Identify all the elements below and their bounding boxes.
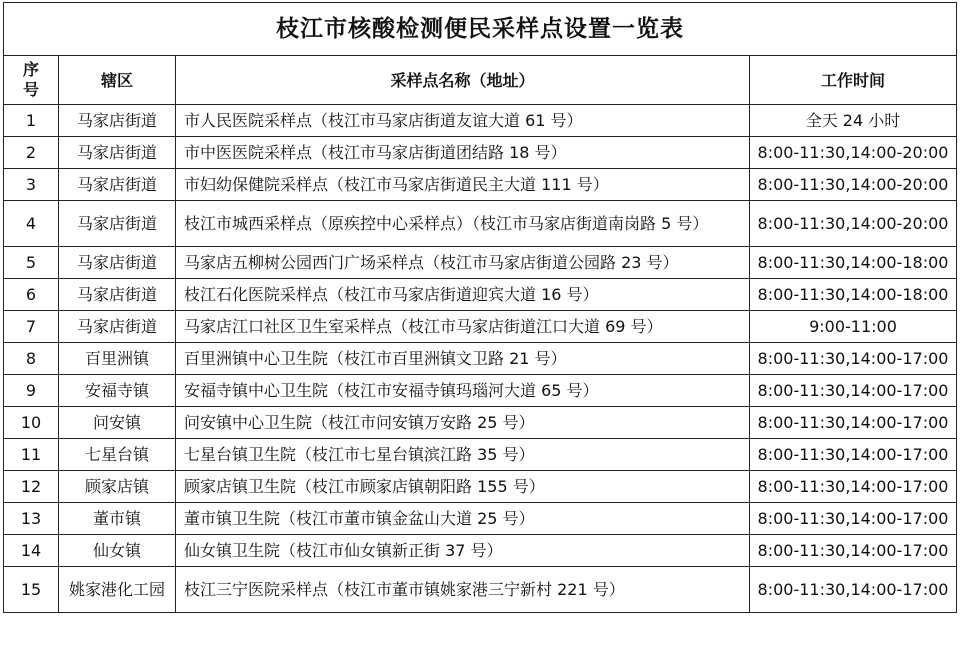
row-district: 马家店街道: [59, 105, 176, 137]
row-district: 七星台镇: [59, 439, 176, 471]
table-row: [4, 471, 957, 503]
table-row: [4, 169, 957, 201]
row-number: 7: [4, 311, 59, 343]
row-number: 15: [4, 567, 59, 613]
row-district: 马家店街道: [59, 137, 176, 169]
row-district: 马家店街道: [59, 201, 176, 247]
table-row: [4, 375, 957, 407]
table-row: [4, 439, 957, 471]
row-site-name: 马家店江口社区卫生室采样点（枝江市马家店街道江口大道 69 号）: [176, 311, 750, 343]
row-hours: 8:00-11:30,14:00-17:00: [750, 535, 957, 567]
row-hours: 8:00-11:30,14:00-17:00: [750, 503, 957, 535]
row-district: 安福寺镇: [59, 375, 176, 407]
row-site-name: 七星台镇卫生院（枝江市七星台镇滨江路 35 号）: [176, 439, 750, 471]
row-number: 14: [4, 535, 59, 567]
row-district: 百里洲镇: [59, 343, 176, 375]
header-row: [4, 56, 957, 105]
row-site-name: 百里洲镇中心卫生院（枝江市百里洲镇文卫路 21 号）: [176, 343, 750, 375]
row-hours: 8:00-11:30,14:00-20:00: [750, 137, 957, 169]
row-hours: 8:00-11:30,14:00-17:00: [750, 407, 957, 439]
row-hours: 8:00-11:30,14:00-20:00: [750, 169, 957, 201]
row-site-name: 董市镇卫生院（枝江市董市镇金盆山大道 25 号）: [176, 503, 750, 535]
row-site-name: 市妇幼保健院采样点（枝江市马家店街道民主大道 111 号）: [176, 169, 750, 201]
row-site-name: 枝江三宁医院采样点（枝江市董市镇姚家港三宁新村 221 号）: [176, 567, 750, 613]
row-number: 10: [4, 407, 59, 439]
sampling-points-table: [3, 2, 957, 613]
row-site-name: 安福寺镇中心卫生院（枝江市安福寺镇玛瑙河大道 65 号）: [176, 375, 750, 407]
row-hours: 8:00-11:30,14:00-20:00: [750, 201, 957, 247]
row-district: 马家店街道: [59, 279, 176, 311]
row-site-name: 马家店五柳树公园西门广场采样点（枝江市马家店街道公园路 23 号）: [176, 247, 750, 279]
sampling-points-sheet: [3, 2, 956, 645]
row-site-name: 顾家店镇卫生院（枝江市顾家店镇朝阳路 155 号）: [176, 471, 750, 503]
row-site-name: 市中医医院采样点（枝江市马家店街道团结路 18 号）: [176, 137, 750, 169]
row-district: 姚家港化工园: [59, 567, 176, 613]
table-row: [4, 311, 957, 343]
row-district: 董市镇: [59, 503, 176, 535]
row-hours: 8:00-11:30,14:00-18:00: [750, 247, 957, 279]
row-site-name: 枝江市城西采样点（原疾控中心采样点）（枝江市马家店街道南岗路 5 号）: [176, 201, 750, 247]
table-title: 枝江市核酸检测便民采样点设置一览表: [4, 3, 957, 56]
row-hours: 8:00-11:30,14:00-17:00: [750, 567, 957, 613]
row-number: 13: [4, 503, 59, 535]
row-number: 8: [4, 343, 59, 375]
row-district: 仙女镇: [59, 535, 176, 567]
row-number: 1: [4, 105, 59, 137]
row-site-name: 枝江石化医院采样点（枝江市马家店街道迎宾大道 16 号）: [176, 279, 750, 311]
table-row: [4, 407, 957, 439]
table-row: [4, 535, 957, 567]
header-no-label: 序号: [22, 60, 39, 99]
row-hours: 全天 24 小时: [750, 105, 957, 137]
table-row: [4, 247, 957, 279]
row-district: 马家店街道: [59, 311, 176, 343]
table-row: [4, 279, 957, 311]
row-number: 4: [4, 201, 59, 247]
row-number: 11: [4, 439, 59, 471]
row-district: 马家店街道: [59, 169, 176, 201]
row-hours: 9:00-11:00: [750, 311, 957, 343]
row-number: 2: [4, 137, 59, 169]
row-number: 5: [4, 247, 59, 279]
row-number: 12: [4, 471, 59, 503]
row-site-name: 市人民医院采样点（枝江市马家店街道友谊大道 61 号）: [176, 105, 750, 137]
header-no: [4, 56, 59, 105]
table-row: [4, 343, 957, 375]
row-number: 6: [4, 279, 59, 311]
table-row: [4, 503, 957, 535]
row-hours: 8:00-11:30,14:00-17:00: [750, 471, 957, 503]
table-row: [4, 105, 957, 137]
row-number: 9: [4, 375, 59, 407]
row-hours: 8:00-11:30,14:00-17:00: [750, 343, 957, 375]
row-district: 马家店街道: [59, 247, 176, 279]
row-number: 3: [4, 169, 59, 201]
table-row: [4, 201, 957, 247]
table-row: [4, 137, 957, 169]
row-site-name: 问安镇中心卫生院（枝江市问安镇万安路 25 号）: [176, 407, 750, 439]
table-row: [4, 567, 957, 613]
row-site-name: 仙女镇卫生院（枝江市仙女镇新正街 37 号）: [176, 535, 750, 567]
row-hours: 8:00-11:30,14:00-17:00: [750, 439, 957, 471]
row-hours: 8:00-11:30,14:00-17:00: [750, 375, 957, 407]
header-name: 采样点名称（地址）: [176, 56, 750, 105]
row-district: 顾家店镇: [59, 471, 176, 503]
row-district: 问安镇: [59, 407, 176, 439]
header-district: 辖区: [59, 56, 176, 105]
header-hours: 工作时间: [750, 56, 957, 105]
row-hours: 8:00-11:30,14:00-18:00: [750, 279, 957, 311]
